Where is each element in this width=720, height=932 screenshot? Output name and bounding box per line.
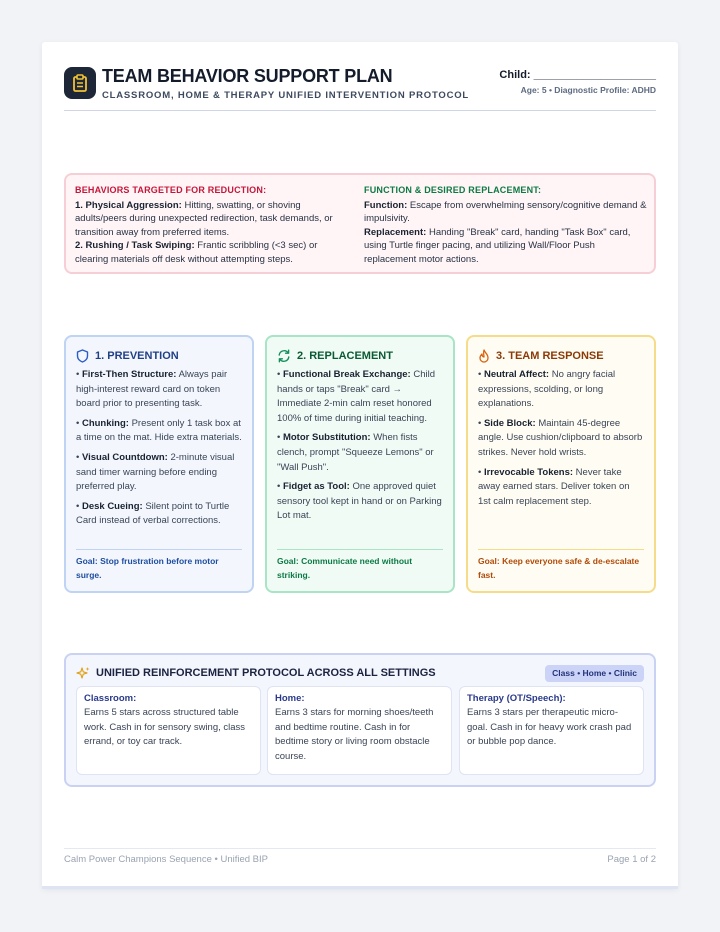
team-response-card	[466, 335, 656, 593]
behavior-item: 1. Physical Aggression: Hitting, swatting, or shoving adults/peers during unexpected redirection, task demands, or transition away from preferred items.	[75, 199, 333, 238]
reinforcement-title: UNIFIED REINFORCEMENT PROTOCOL ACROSS ALL SETTINGS	[76, 666, 436, 680]
list-item: • Desk Cueing: Silent point to Turtle Card instead of verbal corrections.	[76, 500, 230, 527]
sparkle-icon	[76, 666, 90, 680]
setting-therapy	[459, 686, 644, 775]
footer-divider	[64, 848, 656, 849]
reinforcement-panel	[64, 653, 656, 787]
card-goal: Goal: Keep everyone safe & de-escalate fast.	[478, 549, 644, 582]
list-item: • Neutral Affect: No angry facial expressions, scolding, or long explanations.	[478, 369, 616, 410]
list-item: • Functional Break Exchange: Child hands or taps "Break" card → Immediate 2-min calm reset honored 100% of time during initial teaching.	[277, 369, 436, 424]
function-heading: FUNCTION & DESIRED REPLACEMENT:	[364, 185, 542, 195]
setting-name: Therapy (OT/Speech):	[467, 693, 566, 704]
behaviors-heading: BEHAVIORS TARGETED FOR REDUCTION:	[75, 185, 267, 195]
page-subtitle: CLASSROOM, HOME & THERAPY UNIFIED INTERVENTION PROTOCOL	[102, 90, 470, 101]
list-item: • Side Block: Maintain 45-degree angle. Use cushion/clipboard to absorb strikes. Never hold wrists.	[478, 417, 643, 458]
prevention-card	[64, 335, 254, 593]
setting-name: Home:	[275, 693, 305, 704]
function-column	[364, 184, 649, 266]
page-title: TEAM BEHAVIOR SUPPORT PLAN	[102, 66, 393, 86]
list-item: • Visual Countdown: 2-minute visual sand timer warning before ending preferred play.	[76, 451, 235, 493]
page-number: Page 1 of 2	[607, 854, 656, 865]
child-name-field: Child: ____________________	[499, 69, 656, 81]
function-item: Function: Escape from overwhelming sensory/cognitive demand & impulsivity.	[364, 199, 647, 224]
behavior-item: 2. Rushing / Task Swiping: Frantic scribbling (<3 sec) or clearing materials off desk without attempting steps.	[75, 240, 318, 265]
setting-text: Earns 5 stars across structured table work. Cash in for sensory swing, class errand, or toy car track.	[84, 707, 246, 747]
card-goal: Goal: Stop frustration before motor surge.	[76, 549, 242, 582]
flame-icon	[478, 349, 490, 363]
target-behaviors-panel	[64, 173, 656, 274]
clipboard-icon	[64, 67, 96, 99]
shield-icon	[76, 349, 89, 363]
setting-text: Earns 3 stars for morning shoes/teeth and bedtime routine. Cash in for bedtime story or living room obstacle course.	[275, 707, 434, 762]
replacement-item: Replacement: Handing "Break" card, handing "Task Box" card, using Turtle finger pacing, and utilizing Wall/Floor Push replacement motor actions.	[364, 226, 631, 265]
list-item: • Motor Substitution: When fists clench, prompt "Squeeze Lemons" or "Wall Push".	[277, 432, 434, 473]
list-item: • First-Then Structure: Always pair high-interest reward card on token board prior to presenting task.	[76, 369, 228, 410]
behaviors-column	[75, 184, 351, 266]
document-page	[42, 42, 678, 888]
list-item: • Fidget as Tool: One approved quiet sensory tool kept in hand or on Parking Lot mat.	[277, 481, 442, 522]
page-bottom-edge	[42, 886, 678, 889]
refresh-icon	[277, 349, 291, 363]
card-title: 3. TEAM RESPONSE	[478, 347, 644, 365]
profile-info: Age: 5 • Diagnostic Profile: ADHD	[520, 85, 656, 95]
setting-classroom	[76, 686, 261, 775]
document-header	[64, 66, 656, 112]
setting-name: Classroom:	[84, 693, 137, 704]
header-divider	[64, 110, 656, 111]
card-title: 1. PREVENTION	[76, 347, 242, 365]
footer-label: Calm Power Champions Sequence • Unified BIP	[64, 854, 268, 865]
list-item: • Irrevocable Tokens: Never take away earned stars. Deliver token on 1st calm replacement step.	[478, 466, 630, 507]
card-goal: Goal: Communicate need without striking.	[277, 549, 443, 582]
setting-text: Earns 3 stars per therapeutic micro-goal. Cash in for heavy work crash pad or bubble pop dance.	[467, 707, 632, 747]
list-item: • Chunking: Present only 1 task box at a time on the mat. Hide extra materials.	[76, 417, 242, 444]
settings-badge: Class • Home • Clinic	[545, 665, 644, 682]
replacement-card	[265, 335, 455, 593]
card-title: 2. REPLACEMENT	[277, 347, 443, 365]
setting-home	[267, 686, 452, 775]
